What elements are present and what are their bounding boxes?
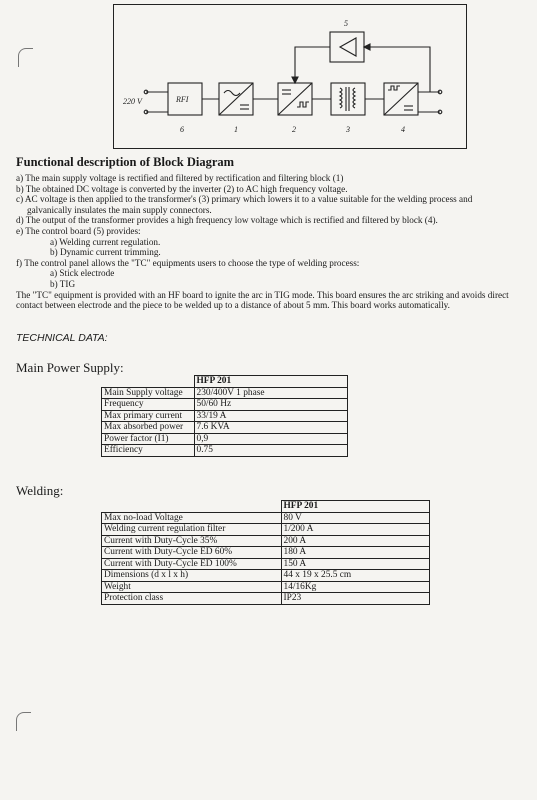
- technical-data-title: TECHNICAL DATA:: [16, 332, 108, 344]
- table-row: [102, 410, 348, 422]
- main-power-label: Max primary current: [102, 410, 195, 422]
- desc-tc-paragraph: The "TC" equipment is provided with an HF board to ignite the arc in TIG mode. This board ensures the arc striking and avoids direct contact between electrode and the piece to be welded up to a distance of about 5 mm. This board works automatically.: [16, 289, 509, 311]
- block-number-3: 3: [346, 125, 350, 134]
- desc-line-e-b: b) Dynamic current trimming.: [50, 247, 161, 258]
- control-arrow: [292, 77, 298, 83]
- desc-line-f: f) The control panel allows the "TC" equipments users to choose the type of welding process:: [16, 257, 360, 268]
- control-amplifier-symbol: [340, 38, 356, 56]
- block-number-5: 5: [344, 19, 348, 28]
- main-power-value: 0,9: [194, 433, 347, 445]
- table-row: [102, 581, 430, 593]
- main-power-label: Max absorbed power: [102, 422, 195, 434]
- feedback-line: [364, 47, 430, 92]
- main-power-header: HFP 201: [194, 376, 347, 388]
- desc-line-f-b: b) TIG: [50, 278, 76, 289]
- welding-label: Dimensions (d x l x h): [102, 570, 282, 582]
- block-number-2: 2: [292, 125, 296, 134]
- rectifier-diagonal: [219, 83, 253, 115]
- table-row: [102, 422, 348, 434]
- welding-value: 1/200 A: [281, 524, 429, 536]
- functional-description-heading: Functional description of Block Diagram: [16, 155, 235, 169]
- table-row: [102, 547, 430, 559]
- main-power-label: Frequency: [102, 399, 195, 411]
- main-power-value: 50/60 Hz: [194, 399, 347, 411]
- welding-value: 200 A: [281, 535, 429, 547]
- main-power-title: Main Power Supply:: [16, 360, 124, 375]
- inverter-hf-symbol: [297, 102, 309, 107]
- welding-header: HFP 201: [281, 501, 429, 513]
- table-row: [102, 433, 348, 445]
- table-row: [102, 524, 430, 536]
- desc-line-c-cont: galvanically insulates the main supply connectors.: [27, 204, 212, 215]
- input-voltage-label: 220 V: [123, 97, 142, 106]
- transformer-block: [331, 83, 365, 115]
- welding-value: IP23: [281, 593, 429, 605]
- desc-line-f-a: a) Stick electrode: [50, 268, 115, 279]
- ac-symbol: [224, 91, 240, 96]
- welding-label: Max no-load Voltage: [102, 512, 282, 524]
- welding-value: 180 A: [281, 547, 429, 559]
- table-row: [102, 512, 430, 524]
- desc-line-a: a) The main supply voltage is rectified and filtered by rectification and filtering block (1): [16, 173, 344, 183]
- block-number-6: 6: [180, 125, 184, 134]
- block-diagram-svg: [0, 0, 537, 160]
- main-power-value: 33/19 A: [194, 410, 347, 422]
- desc-line-d: d) The output of the transformer provides a high frequency low voltage which is rectified and filtered by block (4).: [16, 215, 438, 226]
- control-line: [295, 47, 330, 83]
- rfi-label: RFI: [176, 95, 189, 104]
- welding-value: 14/16Kg: [281, 581, 429, 593]
- functional-description: [16, 173, 534, 311]
- scan-mark-bottom: [16, 712, 31, 731]
- welding-value: 44 x 19 x 25.5 cm: [281, 570, 429, 582]
- main-power-label: Power factor (I1): [102, 433, 195, 445]
- desc-line-b: b) The obtained DC voltage is converted by the inverter (2) to AC high frequency voltage.: [16, 183, 348, 194]
- main-power-value: 230/400V 1 phase: [194, 387, 347, 399]
- main-power-label: Main Supply voltage: [102, 387, 195, 399]
- welding-label: Weight: [102, 581, 282, 593]
- main-power-table: [101, 375, 348, 457]
- welding-label: Current with Duty-Cycle ED 100%: [102, 558, 282, 570]
- desc-line-e-a: a) Welding current regulation.: [50, 236, 161, 247]
- welding-value: 150 A: [281, 558, 429, 570]
- desc-line-e: e) The control board (5) provides:: [16, 225, 141, 236]
- table-row: [102, 535, 430, 547]
- welding-label: Welding current regulation filter: [102, 524, 282, 536]
- control-block: [330, 32, 364, 62]
- welding-header-spacer: [102, 501, 282, 513]
- main-power-label: Efficiency: [102, 445, 195, 457]
- table-row: [102, 445, 348, 457]
- block-number-1: 1: [234, 125, 238, 134]
- main-power-value: 7.6 KVA: [194, 422, 347, 434]
- block-number-4: 4: [401, 125, 405, 134]
- welding-value: 80 V: [281, 512, 429, 524]
- table-row: [102, 387, 348, 399]
- main-power-header-spacer: [102, 376, 195, 388]
- welding-label: Current with Duty-Cycle ED 60%: [102, 547, 282, 559]
- welding-label: Protection class: [102, 593, 282, 605]
- welding-label: Current with Duty-Cycle 35%: [102, 535, 282, 547]
- welding-title: Welding:: [16, 483, 64, 498]
- feedback-arrow: [364, 44, 370, 50]
- table-row: [102, 558, 430, 570]
- table-row: [102, 399, 348, 411]
- transformer-primary: [340, 88, 342, 108]
- transformer-secondary: [353, 88, 355, 108]
- table-row: [102, 593, 430, 605]
- welding-table: [101, 500, 430, 605]
- inverter-diagonal: [278, 83, 312, 115]
- output-hf-symbol: [388, 86, 400, 90]
- table-row: [102, 570, 430, 582]
- desc-line-c: c) AC voltage is then applied to the transformer's (3) primary which lowers it to a value suitable for the welding process and: [16, 194, 473, 205]
- main-power-value: 0.75: [194, 445, 347, 457]
